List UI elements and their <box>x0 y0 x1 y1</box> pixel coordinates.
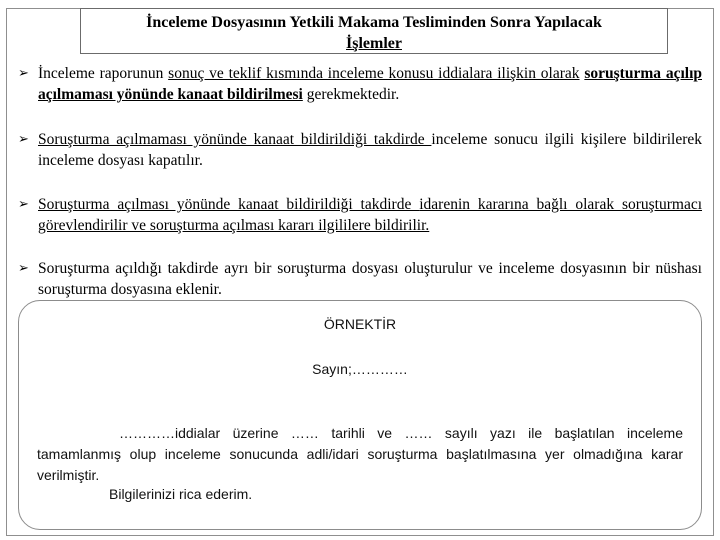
bullet-text: Soruşturma açılması yönünde kanaat bildirildiği takdirde idarenin kararına bağlı olarak soruşturmacı görevlendirilir ve soruşturma açılması kararı ilgililere bildirilir. <box>38 196 703 234</box>
arrow-bullet-icon: ➢ <box>18 261 29 276</box>
list-item <box>18 194 702 236</box>
title-line-1: İnceleme Dosyasının Yetkili Makama Tesliminden Sonra Yapılacak <box>146 14 602 31</box>
bullet-text: Soruşturma açılmaması yönünde kanaat bildirildiği takdirde inceleme sonucu ilgili kişilere bildirilerek inceleme dosyası kapatılır. <box>38 131 703 169</box>
arrow-bullet-icon: ➢ <box>18 197 29 212</box>
example-heading: ÖRNEKTİR <box>323 316 397 332</box>
arrow-bullet-icon: ➢ <box>18 132 29 147</box>
arrow-bullet-icon: ➢ <box>18 66 29 81</box>
page-title <box>80 8 668 54</box>
example-body: …………iddialar üzerine …… tarihli ve …… sayılı yazı ile başlatılan inceleme tamamlanmış olup inceleme sonucunda adli/idari soruşturma başlatılmasına yer olmadığına karar verilmiştir. <box>37 425 683 483</box>
list-item <box>18 258 702 300</box>
bullet-text: Soruşturma açıldığı takdirde ayrı bir soruşturma dosyası oluşturulur ve inceleme dosyasının bir nüshası soruşturma dosyasına eklenir. <box>38 260 702 298</box>
bullet-text: İnceleme raporunun sonuç ve teklif kısmında inceleme konusu iddialara ilişkin olarak soruşturma açılıp açılmaması yönünde kanaat bildirilmesi gerekmektedir. <box>38 65 702 103</box>
list-item <box>18 129 702 171</box>
title-line-2: İşlemler <box>346 35 402 52</box>
list-item <box>18 63 702 105</box>
example-closing: Bilgilerinizi rica ederim. <box>109 486 253 502</box>
example-letter-box <box>18 300 702 530</box>
example-salutation: Sayın;………… <box>312 361 408 377</box>
